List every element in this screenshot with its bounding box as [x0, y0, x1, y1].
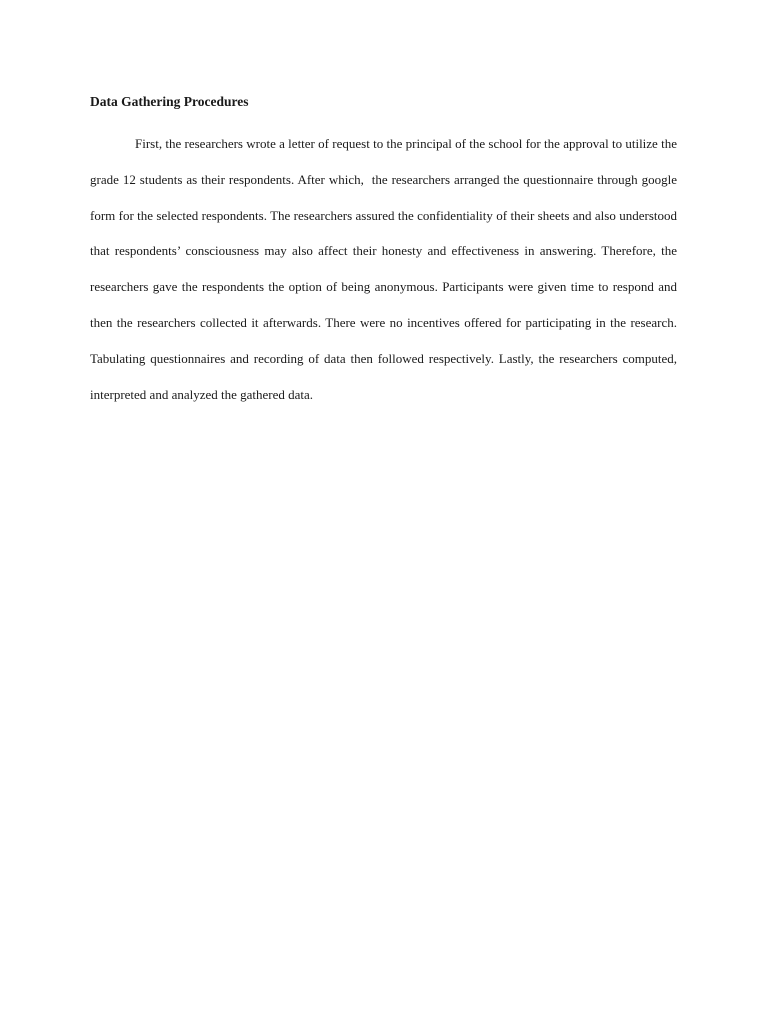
section-heading: Data Gathering Procedures	[90, 94, 249, 109]
body-paragraph: First, the researchers wrote a letter of request to the principal of the school for the approval to utilize the grade 12 students as their respondents. After which, the researchers arranged the questionnaire through google form for the selected respondents. The researchers assured the confidentiality of their sheets and also understood that respondents’ consciousness may also affect their honesty and effectiveness in answering. Therefore, the researchers gave the respondents the option of being anonymous. Participants were given time to respond and then the researchers collected it afterwards. There were no incentives offered for participating in the research. Tabulating questionnaires and recording of data then followed respectively. Lastly, the researchers computed, interpreted and analyzed the gathered data.	[90, 136, 681, 402]
